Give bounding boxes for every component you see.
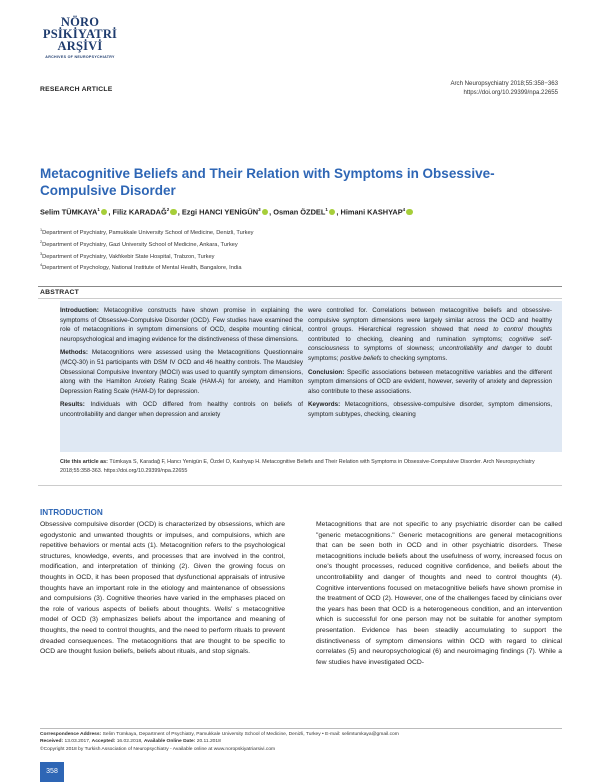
logo-line-1: NÖRO: [60, 15, 100, 29]
logo-line-2: PSİKİYATRİ: [42, 27, 118, 41]
journal-logo: [40, 16, 120, 59]
author-list: Selim TÜMKAYA$^1$ , Filiz KARADAĞ$^2$ , Ezgi HANCI YENİGÜN$^3$ , Osman ÖZDEL$^1$ , Himani KASHYAP$^4$: [40, 207, 560, 216]
author-name: Filiz KARADAĞ: [112, 207, 167, 217]
divider: [38, 485, 562, 486]
orcid-icon[interactable]: [170, 209, 177, 216]
affiliations: [40, 226, 254, 273]
orcid-icon[interactable]: [101, 209, 108, 216]
affiliation: $^3$Department of Psychiatry, Vakfıkebir State Hospital, Trabzon, Turkey: [40, 251, 215, 260]
affiliation: $^1$Department of Psychiatry, Pamukkale University School of Medicine, Denizli, Turkey: [40, 228, 254, 236]
journal-citation: Arch Neuropsychiatry 2018;55:358−363: [450, 80, 558, 87]
author-name: Osman ÖZDEL: [273, 207, 326, 217]
author-name: Ezgi HANCI YENİGÜN: [181, 207, 259, 217]
abstract-keywords: Keywords: Metacognitions, obsessive-compulsive disorder, symptom dimensions, symptom subtypes, checking, cleaning: [308, 401, 552, 418]
author-name: Himani KASHYAP: [340, 207, 403, 217]
doi-link[interactable]: https://doi.org/10.29399/npa.22655: [463, 89, 558, 96]
correspondence-address: Correspondence Address: Selim Tümkaya, Department of Psychiatry, Pamukkale University School of Medicine, Denizli, Turkey • E-mail: selimtumkaya@gmail.com: [40, 732, 399, 737]
abstract-results-continued: were controlled for. Correlations between metacognitive beliefs and obsessive-compulsive symptom dimensions were largely similar across the OCD and healthy control groups. Hierarchical regression showed that need to control thoughts contributed to checking, cleaning and rumination symptoms; cognitive self-consciousness to symptoms of slowness; uncontrollability and danger to doubt symptoms; positive beliefs to checking symptoms.: [308, 307, 553, 362]
abstract-right-column: [308, 306, 552, 424]
author-name: Selim TÜMKAYA: [40, 207, 98, 217]
orcid-icon[interactable]: [262, 209, 269, 216]
page-number: 358: [40, 762, 64, 782]
introduction-left-column: Obsessive compulsive disorder (OCD) is characterized by obsessions, which are egodystonic and unwanted thoughts or impulses, and compulsions, which are repetitive behaviors or mental acts (1). Metacognition refers to the psychological structures, knowledge, events, and processes that are involved in the control, modification, and interpretation of thinking (2). Given the growing focus on thoughts in OCD, it has been proposed that dysfunctional appraisals of intrusive thoughts have an important role in the etiology and maintenance of obsessions and compulsions (3). Cognitive theories have varied in the emphases placed on the role of various aspects of beliefs about thoughts. Wells' s metacognitive model of OCD (3) emphasizes beliefs about the importance and meaning of thoughts, the need to control thoughts, and the need to perform rituals to prevent dreaded consequences. The metacognitions that are thought to be specific to OCD are thought fusion beliefs, beliefs about rituals, and stop signals.: [40, 521, 285, 656]
article-title: Metacognitive Beliefs and Their Relation with Symptoms in Obsessive-Compulsive Disorder: [40, 166, 495, 198]
abstract-methods: Methods: Metacognitions were assessed using the Metacognitions Questionnaire (MCQ-30) in 51 participants with DSM IV OCD and 46 healthy controls. The Maudsley Obsessional Compulsive Inventory (MOCI) was used to quantify symptom dimensions, along with the Hamilton Anxiety Rating Scale (HAM-A) for anxiety, and Hamilton Depression Rating Scale (HAM-D) for depression.: [60, 349, 304, 395]
abstract-left-column: [60, 306, 303, 424]
logo-subtitle: ARCHIVES OF NEUROPSYCHIATRY: [45, 55, 115, 59]
journal-reference: [450, 79, 558, 97]
logo-line-3: ARŞİVİ: [57, 39, 103, 53]
abstract-results: Results: Individuals with OCD differed from healthy controls on beliefs of uncontrollability and danger when depression and anxiety: [60, 401, 304, 418]
abstract-box: [60, 301, 562, 452]
cite-as: Cite this article as: Tümkaya S, Karadağ F, Hancı Yenigün E, Özdel O, Kashyap H. Metacognitive Beliefs and Their Relation with Symptoms in Obsessive-Compulsive Disorder. Arch Neuropsychiatry 2018;55:358-363. https://doi.org/10.29399/npa.22655: [60, 459, 535, 474]
abstract-conclusion: Conclusion: Specific associations between metacognitive variables and the different symptom dimensions of OCD are evident, however, severity of anxiety and depression also contribute to these associations.: [308, 368, 553, 395]
affiliation: $^4$Department of Psychology, National Institute of Mental Health, Bangalore, India: [40, 263, 242, 272]
article-dates: Received: 13.03.2017, Accepted: 16.02.2018, Available Online Date: 20.11.2018: [40, 739, 221, 745]
abstract-heading: ABSTRACT: [40, 289, 79, 296]
introduction-heading: INTRODUCTION: [40, 508, 103, 517]
abstract-header: [38, 286, 562, 299]
introduction-right-column: Metacognitions that are not specific to any psychiatric disorder can be called "generic metacognitions." Generic metacognitions are general metacognitions that can be seen both in OCD and in other psychiatric disorders. These metacognitions include beliefs about the usefulness of worry, increased focus on one's thought processes, reduced cognitive confidence, and beliefs about the uncontrollability and danger of thoughts and need to control thoughts (4). Cognitive interventions focused on metacognitive beliefs have shown promise in the treatment of OCD (2). However, one of the challenges faced by clinicians over the years has been that OCD is a heterogeneous condition, and an intervention which is successful for one person may not be suitable for another symptom presentation. Evidence has been steadily accumulating to support the distinctiveness of symptom dimensions within OCD with regard to clinical correlates (5) and neuropsychological (6) and neuroimaging findings (7). While a few studies have investigated OCD-: [316, 521, 562, 666]
article-type: RESEARCH ARTICLE: [40, 86, 113, 93]
orcid-icon[interactable]: [406, 209, 413, 216]
abstract-introduction: Introduction: Metacognitive constructs have shown promise in explaining the symptoms of Obsessive-Compulsive Disorder (OCD). Few studies have examined the role of metacognitions in symptom dimensions of OCD, despite mounting clinical, neuropsychological and imaging evidence for the distinctiveness of these dimensions.: [60, 307, 303, 343]
correspondence-footer: [40, 728, 562, 753]
copyright: ©Copyright 2018 by Turkish Association of Neuropsychiatry - Available online at www.noropskiyatriarsivi.com: [40, 746, 276, 752]
affiliation: $^2$Department of Psychiatry, Gazi University School of Medicine, Ankara, Turkey: [40, 239, 238, 248]
orcid-icon[interactable]: [329, 209, 336, 216]
